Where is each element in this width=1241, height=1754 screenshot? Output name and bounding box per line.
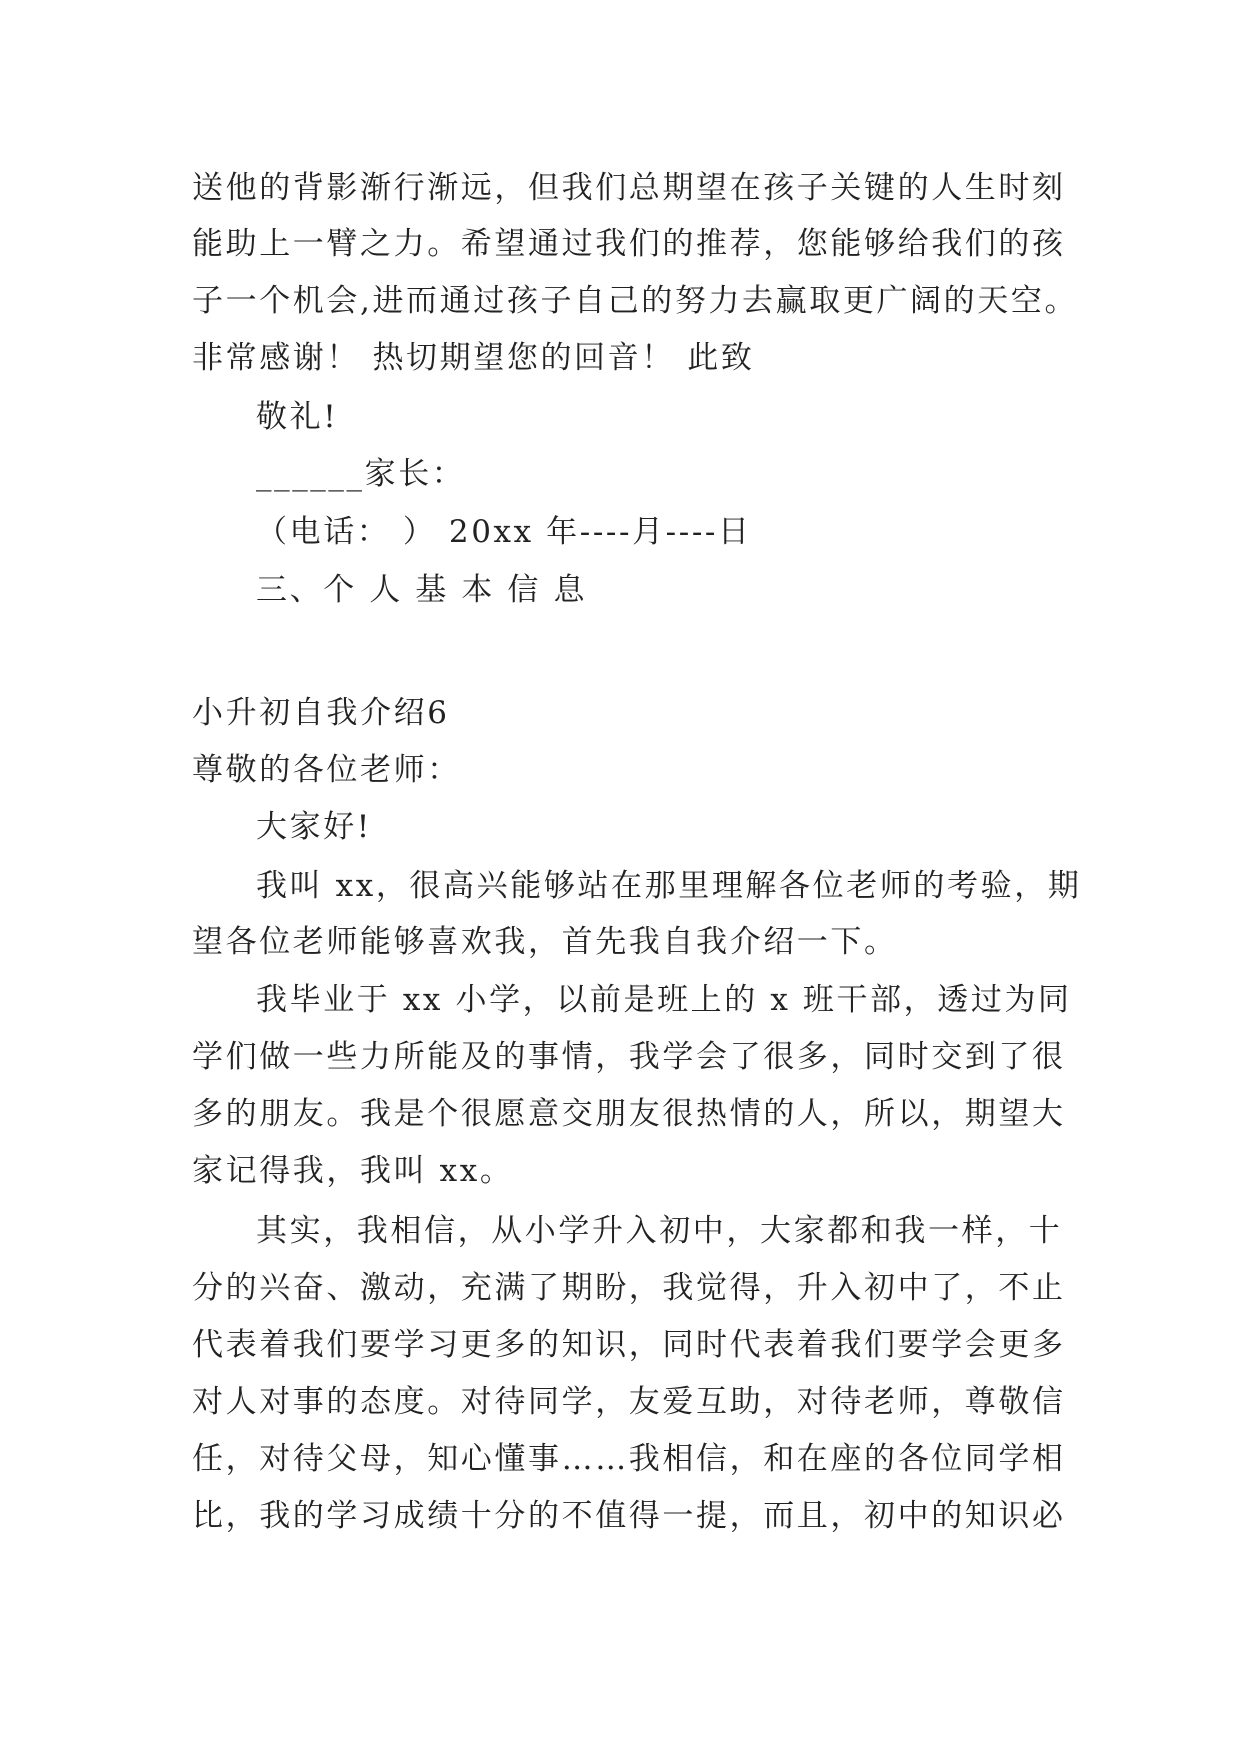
letter-salute: 敬礼! — [256, 399, 339, 435]
intro-line: 比，我的学习成绩十分的不值得一提，而且，初中的知识必 — [192, 1498, 1066, 1534]
intro-greeting: 尊敬的各位老师： — [192, 752, 461, 788]
intro-line: 学们做一些力所能及的事情，我学会了很多，同时交到了很 — [192, 1039, 1066, 1075]
letter-line-4: 非常感谢！ 热切期望您的回音！ 此致 — [192, 340, 755, 376]
section-heading: 三、个 人 基 本 信 息 — [256, 572, 588, 608]
intro-line: 其实，我相信，从小学升入初中，大家都和我一样，十 — [256, 1213, 1063, 1249]
intro-line: 分的兴奋、激动，充满了期盼，我觉得，升入初中了，不止 — [192, 1270, 1066, 1306]
intro-line: 家记得我，我叫 xx。 — [192, 1153, 514, 1189]
intro-hello: 大家好! — [256, 809, 372, 845]
intro-line: 望各位老师能够喜欢我，首先我自我介绍一下。 — [192, 924, 898, 960]
letter-line-2: 能助上一臂之力。希望通过我们的推荐，您能够给我们的孩 — [192, 226, 1066, 262]
letter-line-1: 送他的背影渐行渐远，但我们总期望在孩子关键的人生时刻 — [192, 170, 1066, 206]
letter-phone-date: （电话： ） 20xx 年----月----日 — [256, 514, 752, 550]
intro-line: 代表着我们要学习更多的知识，同时代表着我们要学会更多 — [192, 1327, 1066, 1363]
intro-line: 任，对待父母，知心懂事……我相信，和在座的各位同学相 — [192, 1441, 1066, 1477]
intro-line: 我毕业于 xx 小学，以前是班上的 x 班干部，透过为同 — [256, 982, 1072, 1018]
letter-line-3: 子一个机会,进而通过孩子自己的努力去赢取更广阔的天空。 — [192, 283, 1079, 319]
intro-title: 小升初自我介绍6 — [192, 695, 450, 731]
letter-signature: ______家长： — [256, 456, 466, 492]
intro-line: 对人对事的态度。对待同学，友爱互助，对待老师，尊敬信 — [192, 1384, 1066, 1420]
intro-line: 我叫 xx，很高兴能够站在那里理解各位老师的考验，期 — [256, 868, 1082, 904]
intro-line: 多的朋友。我是个很愿意交朋友很热情的人，所以，期望大 — [192, 1096, 1066, 1132]
